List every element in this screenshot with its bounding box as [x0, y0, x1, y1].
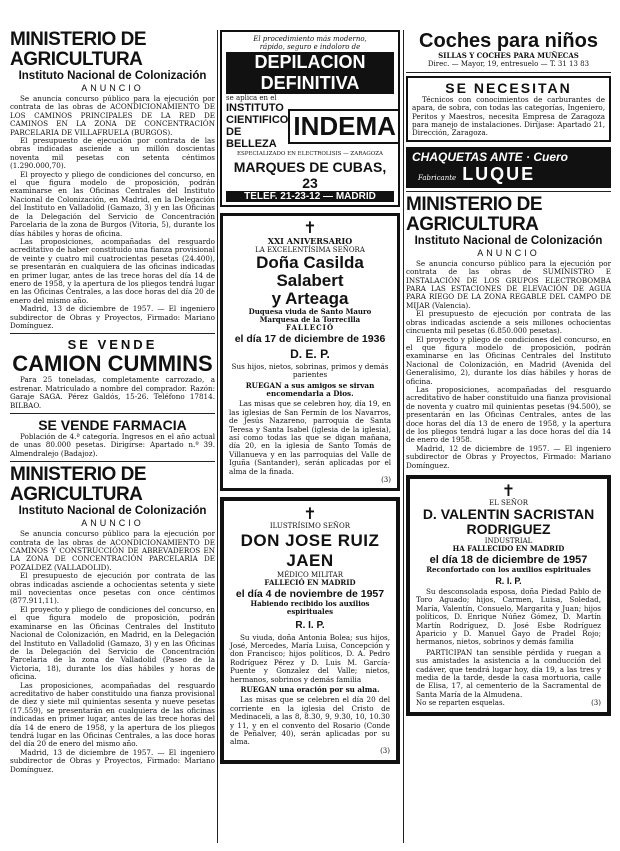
ad-institute: Instituto Nacional de Colonización	[18, 70, 207, 82]
obit-date: el día 17 de diciembre de 1936	[234, 332, 386, 345]
obit-sacraments: Habiendo recibido los auxilios espirituales	[250, 598, 370, 617]
ad-line: rápido, seguro e indoloro de	[259, 43, 361, 52]
ad-line: se aplica en el	[226, 93, 277, 102]
obit-dep: D. E. P.	[290, 346, 330, 361]
obit-ref: (3)	[380, 746, 390, 755]
ad-institute: Instituto Nacional de Colonización	[414, 234, 603, 247]
ad-line: Fabricante	[418, 173, 457, 182]
ad-signature: Madrid, 13 de diciembre de 1957. — El ingeniero subdirector de Obras y Proyectos, Firmado: Mariano Domínguez.	[10, 304, 215, 330]
column-rule	[217, 30, 218, 843]
obit-ruegan: RUEGAN a sus amigos se sirvan encomendarla a Dios.	[245, 380, 375, 398]
ad-title: MINISTERIO DE AGRICULTURA	[10, 30, 147, 70]
obit-title: Marquesa de la Torrecilla	[259, 314, 361, 324]
obit-title: Duquesa viuda de Santo Mauro	[248, 306, 372, 316]
ad-text: Técnicos con conocimientos de carburantes de apara, de sobra, con todas las categorías, Ingeniero, Peritos y Maestros, necesita Empresa de Zaragoza para manejo de instalaciones. Diríjase: Apartado 21, Dirección, Zaragoza.	[412, 94, 605, 138]
obit-sacraments: Reconfortado con los auxilios espirituales	[426, 564, 591, 574]
ad-brand-row	[412, 164, 605, 185]
ad-brand: INDEMA	[288, 109, 400, 144]
obit-role: INDUSTRIAL	[484, 536, 533, 545]
obit-rank: LA EXCELENTÍSIMA SEÑORA	[255, 245, 365, 254]
ad-paragraph: Las proposiciones, acompañadas del resguardo acreditativo de haber constituido una fianza provisional de diez y siete mil quinientas sesenta y nueve pesetas (17.559), se presentarán en cualquiera de las oficinas indicadas en primer lugar, antes de las trece horas del día 14 de enero de 1958, y la apertura de los pliegos tendrá lugar en las Oficinas Centrales, a las doce horas del día 20 de enero del mismo año.	[10, 680, 215, 749]
ad-address: MARQUES DE CUBAS, 23	[233, 158, 387, 191]
column-left	[10, 30, 215, 843]
cross-icon: ✝	[501, 481, 516, 500]
ad-paragraph: El proyecto y pliego de condiciones del concurso, en el que figura modelo de proposición, podrán examinarse en las Oficinas Centrales del Instituto Nacional de Colonización, en Madrid, en la Delegación del Instituto en Valladolid (Gamazo, 3) y en las Oficinas de la Delegación del Servicio de Concentración Parcelaria de la zona de Burgos (Vitoria, 5), durante los días hábiles y horas de oficina.	[10, 169, 215, 238]
ad-line: El procedimiento más moderno,	[253, 35, 367, 43]
obituary-sacristan	[406, 475, 611, 716]
obit-rip: R. I. P.	[295, 619, 325, 631]
ad-line: Direc. — Mayor, 19, entresuelo — T. 31 13 83	[427, 60, 590, 69]
ad-title: MINISTERIO DE AGRICULTURA	[10, 464, 147, 506]
ad-paragraph: Se anuncia concurso público para la ejecución por contrata de las obras de ACONDICIONAMIENTO DE LOS CAMINOS PRINCIPALES DE LA RED DE CAMINOS EN LA ZONA DE CONCENTRACIÓN PARCELARIA DE VILLAFRUELA (BURGOS).	[10, 94, 215, 137]
obit-fallecio: HA FALLECIDO EN MADRID	[452, 544, 565, 554]
obit-text: Las misas que se celebren el día 20 del corriente en la iglesia del Cristo de Medinaceli, a las 8, 8.30, 9, 9.30, 10, 10.30 y 11, y en el convento del Rosario (Conde de Peñalver, 40), serán aplicadas por su alma.	[230, 695, 390, 747]
ad-line: DE BELLEZA	[226, 126, 277, 151]
obit-family: Su viuda, doña Antonia Bolea; sus hijos, José, Mercedes, María Luisa, Concepción y don Francisco; hijos políticos, D. A. Pedro Rodríguez Pérez y D. Luis M. García-Puente y Gonzalez del Valle; nietos, hermanos, sobrinos y demás familia	[230, 632, 390, 684]
obituary-ruiz-jaen	[220, 497, 400, 764]
ad-luque	[406, 147, 611, 188]
obit-ref: (3)	[591, 699, 601, 708]
obit-date: el día 18 de diciembre de 1957	[429, 553, 588, 566]
ad-title: SE NECESITAN	[445, 79, 572, 96]
obit-family: Su desconsolada esposa, doña Piedad Pablo de Toro Aguado; hijos, Carmen, Luisa, Soledad, María, Valentín, Consuelo, Margarita y Juan; hijos políticos, D. Enrique Núñez Gómez, D. Martín Martín Rodríguez, D. José Esbe Rodríguez Aparicio y D. Manuel Gayo de Pradel Rojo; hermanos, nietos, sobrinos y demás familia	[416, 587, 601, 647]
ad-text: Para 25 toneladas, completamente carrozado, a estrenar. Matriculado a nombre del comprador. Razón: Garaje SAGA. Pérez Galdós, 15-26. Teléfono 17814. BILBAO.	[10, 375, 215, 410]
obit-footer	[416, 699, 601, 707]
ad-title: Coches para niños	[419, 30, 598, 52]
ad-farmacia	[10, 417, 215, 458]
ad-ministerio-2	[10, 465, 215, 774]
ad-phone: TELEF. 21-23-12 — MADRID	[226, 191, 394, 202]
obit-text: Las misas que se celebren hoy, día 19, en las iglesias de San Fermín de los Navarros, de Jesús Nazareno, parroquia de Santa Teresa y Santa Isabel (iglesia de la iglesia), así como todas las que se digan mañana, día 20, en la iglesia de Santo Tomás de Villanueva y en las parroquias del Valle de Iguña (Santander), serán aplicadas por el alma de la finada.	[229, 399, 391, 476]
ad-institute-block	[226, 102, 288, 150]
ad-headline: DEPILACION DEFINITIVA	[226, 52, 394, 94]
obit-role: MÉDICO MILITAR	[277, 570, 343, 579]
ad-paragraph: El presupuesto de ejecución por contrata de las obras indicadas asciende a ochocientas setenta y siete mil novecientas once pesetas con once céntimos (877.911,11).	[10, 571, 215, 606]
ad-brand: LUQUE	[462, 163, 536, 184]
column-middle	[220, 30, 400, 843]
obit-ref: (3)	[381, 476, 391, 485]
cross-icon: ✝	[303, 504, 317, 524]
ad-title: CAMION CUMMINS	[12, 351, 213, 377]
ad-paragraph: El presupuesto de ejecución por contrata de las obras indicadas asciende a un millón doscientas noventa mil pesetas con setenta céntimos (1.290.000,70).	[10, 136, 215, 171]
obit-name: DON JOSE RUIZ JAEN	[240, 530, 380, 570]
ad-header: SE VENDE FARMACIA	[38, 417, 187, 433]
obit-rank: ILUSTRÍSIMO SEÑOR	[269, 522, 351, 531]
ad-ministerio-1	[10, 30, 215, 330]
ad-line: ESPECIALIZADO EN ELECTROLISIS — ZARAGOZA	[236, 151, 384, 158]
obit-name: y Arteaga	[271, 288, 349, 308]
ad-header: SE VENDE	[67, 337, 158, 353]
column-rule	[403, 30, 404, 843]
obit-name: RODRIGUEZ	[466, 521, 551, 538]
ad-institute: Instituto Nacional de Colonización	[18, 505, 207, 518]
ad-paragraph: Se anuncia concurso público para la ejecución por contrata de las obras de SUMINISTRO E INSTALACIÓN DE LOS GRUPOS ELECTROBOMBA PARA LAS ESTACIONES DE ELEVACIÓN DE AGUA PARA RIEGO DE LA ZONA REGABLE DEL CAMPO DE MIJAR (Valencia).	[406, 258, 611, 310]
obit-ruegan: RUEGAN una oración por su alma.	[240, 684, 380, 694]
obit-family: Sus hijos, nietos, sobrinas, primos y demás parientes	[231, 361, 389, 380]
obit-fallecio: FALLECIÓ	[285, 323, 335, 333]
obit-anniversary: XXI ANIVERSARIO	[267, 235, 353, 246]
ad-text: Población de 4.ª categoría. Ingresos en el año actual de unas 80.000 pesetas. Dirigirse: Apartado n.º 39. Almendralejo (Badajoz).	[10, 432, 215, 458]
ad-se-necesitan	[406, 76, 611, 142]
obit-rip: R. I. P.	[495, 576, 522, 586]
ad-label: ANUNCIO	[477, 247, 540, 258]
cross-icon: ✝	[303, 217, 317, 237]
obituary-salabert	[220, 213, 400, 492]
divider	[10, 413, 215, 414]
divider	[10, 461, 215, 462]
obit-name: D. VALENTIN SACRISTAN	[422, 506, 595, 523]
ad-line: INSTITUTO	[226, 102, 284, 115]
obit-fallecio: FALLECIÓ EN MADRID	[264, 578, 356, 588]
ad-brand-row	[226, 102, 394, 150]
obit-rank: EL SEÑOR	[488, 499, 529, 507]
ad-line: CIENTIFICO	[226, 114, 289, 127]
ad-paragraph: Se anuncia concurso público para la ejecución por contrata de las obras de ACONDICIONAMIENTO DE CAMINOS Y CONSTRUCCIÓN DE ABREVADEROS EN LA ZONA DE CONCENTRACIÓN PARCELARIA DE POZALDEZ (VALLADOLID).	[10, 529, 215, 572]
ad-paragraph: El proyecto y pliego de condiciones del concurso, en el que figura modelo de proposición, podrán examinarse en las Oficinas Centrales del Instituto Nacional de Colonización, en Madrid (Avenida del Generalísimo, 2), durante los días hábiles y horas de oficina.	[406, 334, 611, 386]
ad-paragraph: El proyecto y pliego de condiciones del concurso, en el que figura modelo de proposición, podrán examinarse en las Oficinas Centrales del Instituto Nacional de Colonización, en Madrid, en la Delegación del Instituto en Valladolid (Gamazo, 3) y en las Oficinas de la Delegación del Servicio de Concentración Parcelaria de la zona de Valladolid (Paseo de la Victoria, 18), durante los días hábiles y horas de oficina.	[10, 604, 215, 682]
ad-signature: Madrid, 12 de diciembre de 1957. — El ingeniero subdirector de Obras y Proyectos, Firmado: Mariano Domínguez.	[406, 443, 611, 470]
obit-name: Doña Casilda Salabert	[256, 253, 364, 290]
ad-ministerio-3	[406, 195, 611, 470]
ad-indema	[220, 30, 400, 207]
ad-camion	[10, 337, 215, 410]
divider	[406, 191, 611, 192]
ad-label: ANUNCIO	[81, 518, 144, 529]
ad-line: SILLAS Y COCHES PARA MUÑECAS	[438, 51, 579, 60]
ad-title: MINISTERIO DE AGRICULTURA	[406, 193, 543, 235]
ad-signature: Madrid, 13 de diciembre de 1957. — El ingeniero subdirector de Obras y Proyectos, Firmado: Mariano Domínguez.	[10, 747, 215, 774]
ad-coches	[406, 30, 611, 69]
ad-label: ANUNCIO	[81, 83, 144, 93]
obit-no-invitations: No se reparten esquelas.	[416, 699, 505, 708]
ad-line: CHAQUETAS ANTE · Cuero	[412, 149, 568, 164]
ad-paragraph: Las proposiciones, acompañadas del resguardo acreditativo de haber constituido una fianza provisional de veinte y cuatro mil cuatrocientas pesetas (24.400), se presentarán en cualquiera de las oficinas indicadas en primer lugar, antes de las trece horas del día 14 de enero de 1958, y la apertura de los pliegos tendrá lugar en las Oficinas Centrales, a las doce horas del día 20 de enero del mismo año.	[10, 236, 215, 305]
ad-paragraph: El presupuesto de ejecución por contrata de las obras indicadas asciende a seis millones ochocientas cincuenta mil pesetas (6.850.000 pesetas).	[406, 309, 611, 336]
divider	[406, 72, 611, 73]
obit-participan: PARTICIPAN tan sensible pérdida y ruegan a sus amistades la asistencia a la conducción del cadáver, que tendrá lugar hoy, día 19, a las tres y media de la tarde, desde la casa mortuoria, calle de Elisa, 17, al cementerio de la Sacramental de Santa María de la Almudena.	[416, 647, 601, 699]
column-right	[406, 30, 611, 843]
ad-paragraph: Las proposiciones, acompañadas del resguardo acreditativo de haber constituido una fianza provisional de noventa y cuatro mil quinientas pesetas (94.500), se presentarán en las Oficinas Centrales, antes de las doce horas del día 13 de enero de 1958, y la apertura de los pliegos tendrá lugar a las doce horas del día 14 de enero de 1958.	[406, 384, 611, 445]
divider	[10, 333, 215, 334]
obit-date: el día 4 de noviembre de 1957	[235, 587, 385, 600]
